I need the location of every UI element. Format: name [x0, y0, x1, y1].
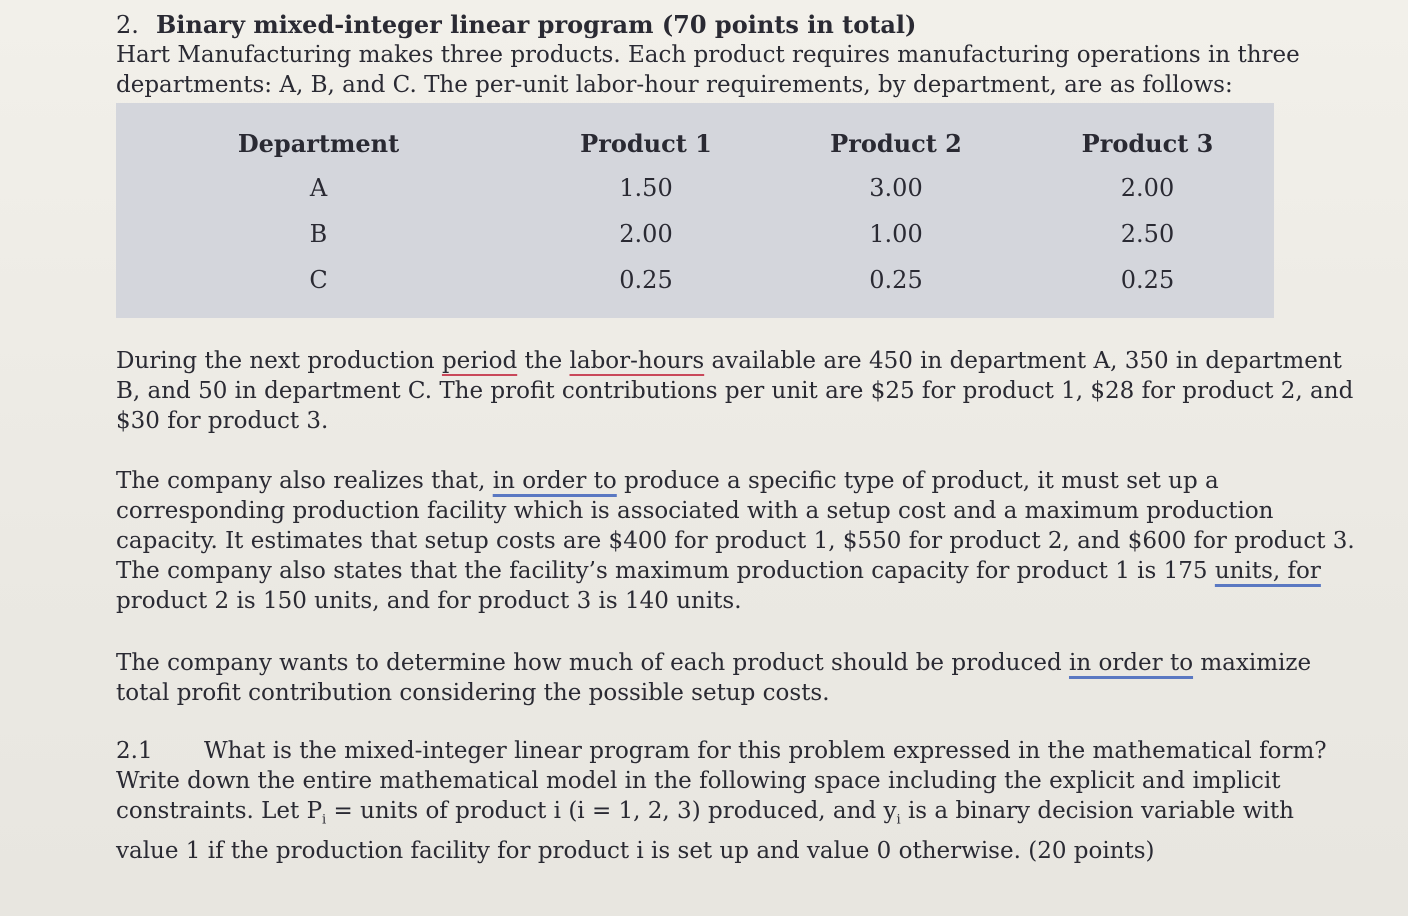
labor-hours-table [116, 121, 1274, 303]
table-cell: A [309, 174, 328, 202]
table-cell: B [309, 220, 328, 248]
paragraph-line [116, 648, 1312, 678]
paragraph-line [116, 796, 1294, 836]
text-span: the [517, 348, 570, 374]
text-span: = units of product i (i = 1, 2, 3) produced, and y [326, 798, 897, 824]
problem-number: 2. [116, 11, 139, 39]
paragraph-line: $30 for product 3. [116, 408, 329, 434]
column-header: Product 2 [830, 128, 962, 158]
grammar-underline-in-order-to: in order to [492, 468, 617, 494]
grammar-underline-in-order-to: in order to [1068, 650, 1194, 676]
paragraph-line [116, 556, 1321, 586]
question-paragraph [116, 736, 1327, 866]
paragraph-line: product 2 is 150 units, and for product 3 is 140 units. [116, 588, 742, 614]
paragraph-line: Write down the entire mathematical model in the following space including the explicit and implicit [116, 768, 1281, 794]
grammar-underline-units-for: units, for [1214, 558, 1321, 584]
paragraph-line: total profit contribution considering the possible setup costs. [116, 680, 830, 706]
paragraph-line [116, 736, 1327, 766]
objective-paragraph [116, 648, 1312, 708]
paragraph-line: value 1 if the production facility for product i is set up and value 0 otherwise. (20 points) [116, 837, 1155, 864]
table-row [116, 165, 1274, 211]
text-span: is a binary decision variable with [900, 798, 1294, 824]
table-cell: 3.00 [869, 174, 923, 202]
text-span: The company wants to determine how much of each product should be produced [116, 650, 1069, 676]
table-row [116, 211, 1274, 257]
labor-profit-paragraph [116, 346, 1354, 436]
text-span: available are 450 in department A, 350 in department [704, 348, 1342, 374]
table-cell: 2.50 [1120, 220, 1175, 248]
text-span: What is the mixed-integer linear program for this problem expressed in the mathematical form? [204, 738, 1327, 764]
paragraph-line: corresponding production facility which is associated with a setup cost and a maximum production [116, 498, 1274, 524]
paragraph-line: capacity. It estimates that setup costs are $400 for product 1, $550 for product 2, and $600 for product 3. [116, 528, 1355, 554]
intro-line: departments: A, B, and C. The per-unit labor-hour requirements, by department, are as follows: [116, 72, 1233, 98]
intro-paragraph [116, 40, 1300, 100]
text-span: The company also states that the facility’s maximum production capacity for product 1 is 175 [116, 558, 1215, 584]
intro-line: Hart Manufacturing makes three products. Each product requires manufacturing operations in three [116, 42, 1300, 68]
paragraph-line: B, and 50 in department C. The profit contributions per unit are $25 for product 1, $28 for product 2, and [116, 378, 1354, 404]
subscript: i [322, 812, 327, 828]
setup-cost-paragraph [116, 466, 1355, 616]
labor-hours-table-panel [116, 103, 1274, 318]
text-span: During the next production [116, 348, 442, 374]
question-number: 2.1 [116, 738, 153, 764]
paragraph-line [116, 346, 1342, 376]
table-cell: 1.50 [619, 174, 673, 202]
problem-heading [116, 10, 916, 39]
table-cell: 1.00 [869, 220, 923, 248]
table-cell: 0.25 [869, 266, 923, 294]
table-row [116, 257, 1274, 303]
paragraph-line [116, 466, 1266, 496]
table-cell: 0.25 [619, 266, 673, 294]
column-header: Product 1 [580, 128, 712, 158]
spellcheck-underline-period: period [441, 348, 518, 374]
text-span: The company also realizes that, [116, 468, 493, 494]
column-header: Department [237, 128, 400, 158]
subscript: i [896, 812, 901, 828]
problem-title: Binary mixed-integer linear program (70 points in total) [156, 10, 917, 39]
table-cell: 2.00 [619, 220, 673, 248]
column-header: Product 3 [1081, 128, 1214, 158]
table-cell: C [309, 266, 328, 294]
table-cell: 0.25 [1120, 266, 1175, 294]
spellcheck-underline-labor-hours: labor-hours [569, 348, 705, 374]
text-span: constraints. Let P [116, 798, 323, 824]
table-header-row [116, 121, 1274, 165]
text-span: produce a specific type of product, it must set up a [616, 468, 1219, 494]
table-cell: 2.00 [1120, 174, 1175, 202]
text-span: maximize [1193, 650, 1312, 676]
